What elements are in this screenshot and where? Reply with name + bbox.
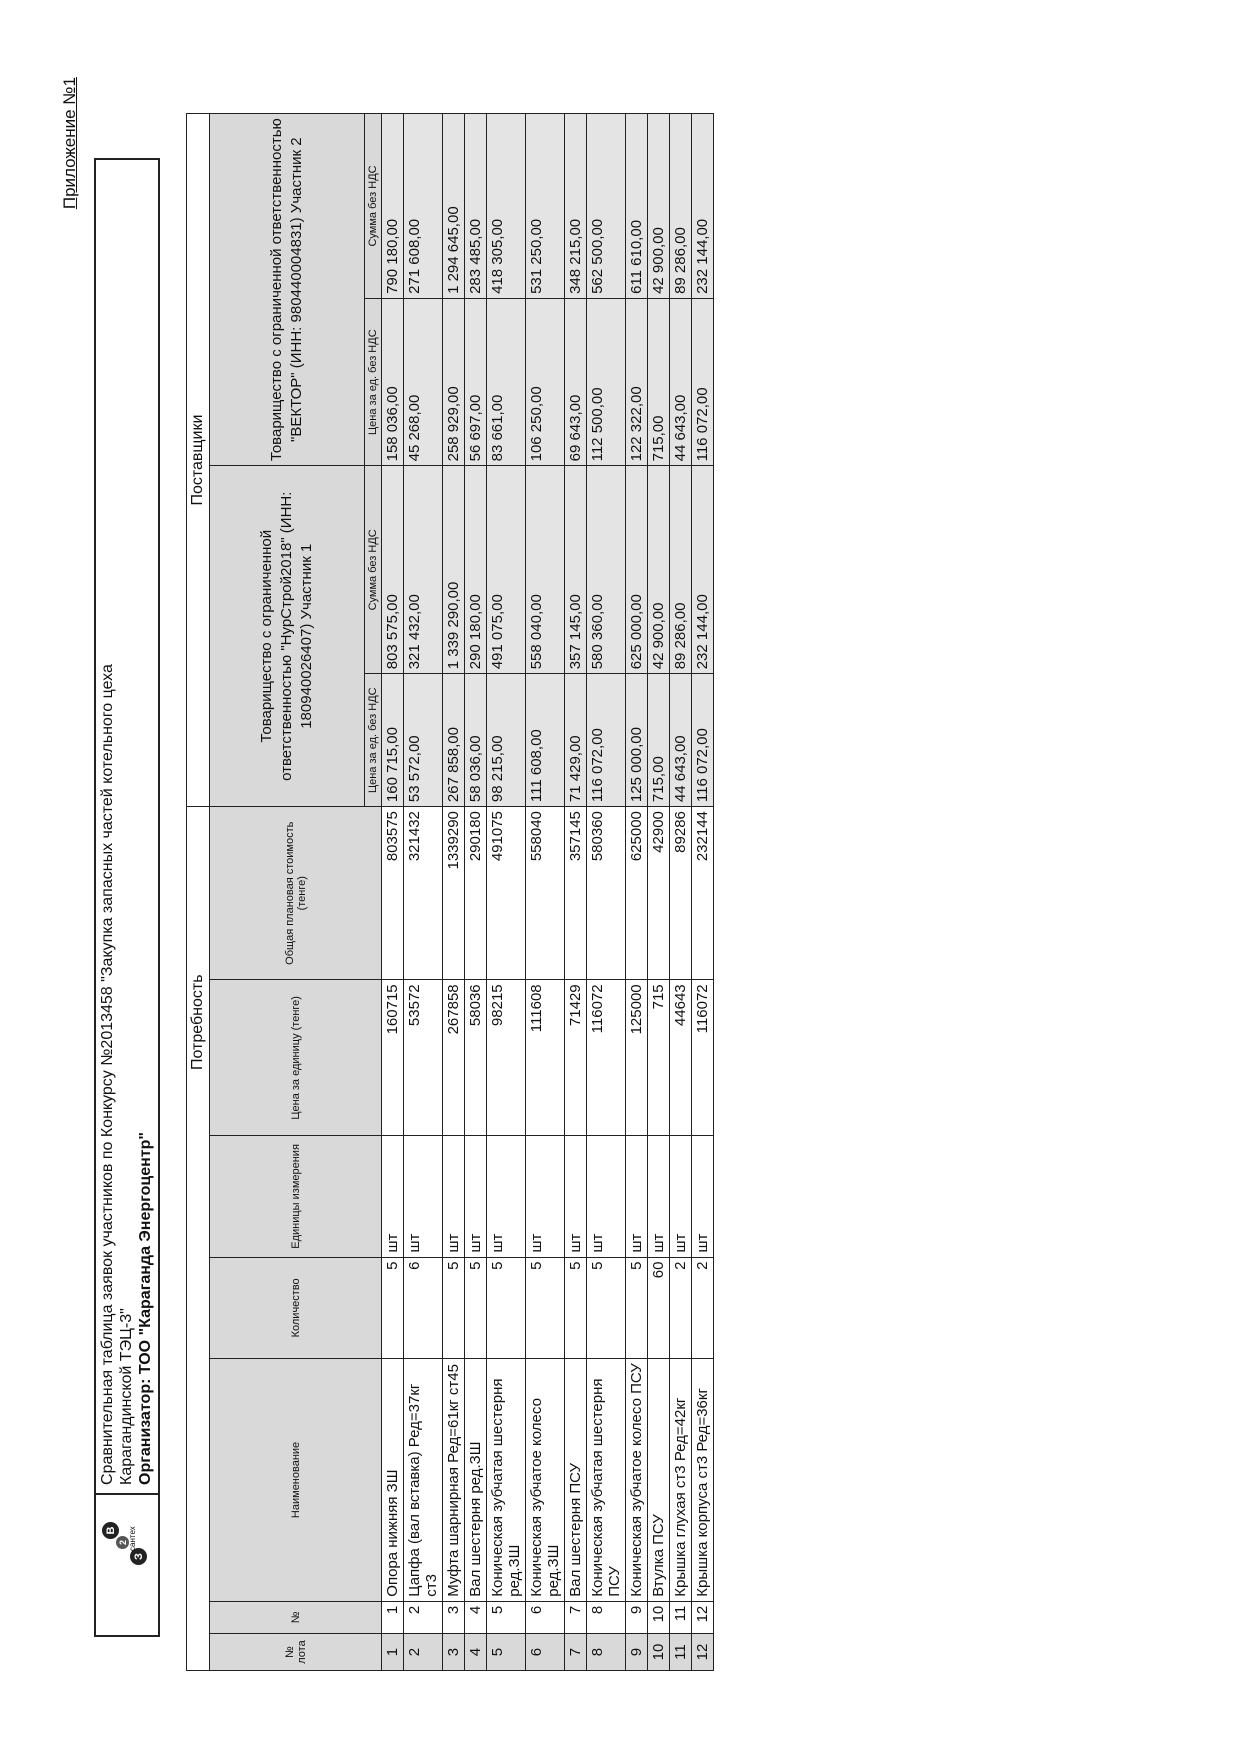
supplier-1-unit-price: 116 072,00 xyxy=(692,674,714,807)
s1-sum-header: Сумма без НДС xyxy=(365,466,382,674)
planned-total: 491075 xyxy=(487,807,526,980)
col-name-header: Наименование xyxy=(210,1359,382,1602)
logo-circle-v: В xyxy=(102,1522,119,1539)
company-logo xyxy=(96,1493,158,1635)
s1-unit-price-header: Цена за ед. без НДС xyxy=(365,674,382,807)
supplier-1-sum: 357 145,00 xyxy=(565,466,587,674)
supplier-2-unit-price: 45 268,00 xyxy=(404,298,443,465)
unit-price: 125000 xyxy=(626,980,648,1136)
document-page xyxy=(60,77,1180,1677)
document-title xyxy=(96,656,158,1493)
quantity: 5 xyxy=(626,1257,648,1359)
unit-price: 116072 xyxy=(587,980,626,1136)
row-number: 1 xyxy=(382,1601,404,1633)
planned-total: 580360 xyxy=(587,807,626,980)
supplier-1-sum: 321 432,00 xyxy=(404,466,443,674)
quantity: 5 xyxy=(526,1257,565,1359)
planned-total: 803575 xyxy=(382,807,404,980)
supplier-2-sum: 611 610,00 xyxy=(626,114,648,299)
col-no-header: № xyxy=(210,1601,382,1633)
supplier-1-sum: 491 075,00 xyxy=(487,466,526,674)
supplier-2-sum: 232 144,00 xyxy=(692,114,714,299)
quantity: 2 xyxy=(670,1257,692,1359)
quantity: 60 xyxy=(648,1257,670,1359)
supplier-1-sum: 232 144,00 xyxy=(692,466,714,674)
item-name: Коническая зубчатое колесо ред.ЗШ xyxy=(526,1359,565,1602)
quantity: 5 xyxy=(382,1257,404,1359)
logo-circle-2: 2 xyxy=(116,1536,129,1549)
table-row xyxy=(487,114,526,1671)
col-unit-header: Единицы измерения xyxy=(210,1136,382,1257)
lot-cell: 12 xyxy=(692,1634,714,1671)
supplier-1-sum: 42 900,00 xyxy=(648,466,670,674)
supplier-1-unit-price: 58 036,00 xyxy=(465,674,487,807)
organizer-line: Организатор: ТОО "Караганда Энергоцентр" xyxy=(137,1132,154,1485)
unit-price: 98215 xyxy=(487,980,526,1136)
table-row xyxy=(443,114,465,1671)
supplier-2-unit-price: 106 250,00 xyxy=(526,298,565,465)
supplier-2-unit-price: 122 322,00 xyxy=(626,298,648,465)
table-row xyxy=(465,114,487,1671)
supplier-2-unit-price: 258 929,00 xyxy=(443,298,465,465)
planned-total: 89286 xyxy=(670,807,692,980)
row-number: 11 xyxy=(670,1601,692,1633)
lot-cell: 5 xyxy=(487,1634,526,1671)
item-name: Вал шестерня ПСУ xyxy=(565,1359,587,1602)
supplier-1-unit-price: 98 215,00 xyxy=(487,674,526,807)
planned-total: 1339290 xyxy=(443,807,465,980)
planned-total: 290180 xyxy=(465,807,487,980)
supplier-1-unit-price: 267 858,00 xyxy=(443,674,465,807)
unit-price: 160715 xyxy=(382,980,404,1136)
comparison-table xyxy=(186,113,714,1671)
item-name: Цапфа (вал вставка) Ред=37кг ст3 xyxy=(404,1359,443,1602)
supplier-1-sum: 89 286,00 xyxy=(670,466,692,674)
supplier-1-unit-price: 116 072,00 xyxy=(587,674,626,807)
unit-of-measure: шт xyxy=(587,1136,626,1257)
unit-price: 116072 xyxy=(692,980,714,1136)
unit-of-measure: шт xyxy=(382,1136,404,1257)
item-name: Втулка ПСУ xyxy=(648,1359,670,1602)
table-row xyxy=(692,114,714,1671)
supplier-2-unit-price: 116 072,00 xyxy=(692,298,714,465)
supplier-1-unit-price: 125 000,00 xyxy=(626,674,648,807)
supplier-2-sum: 562 500,00 xyxy=(587,114,626,299)
logo-caption: сантех xyxy=(128,1526,137,1551)
unit-price: 58036 xyxy=(465,980,487,1136)
supplier-1-unit-price: 71 429,00 xyxy=(565,674,587,807)
supplier-1-unit-price: 111 608,00 xyxy=(526,674,565,807)
document-header xyxy=(94,158,160,1637)
unit-of-measure: шт xyxy=(404,1136,443,1257)
unit-price: 53572 xyxy=(404,980,443,1136)
table-row xyxy=(648,114,670,1671)
unit-of-measure: шт xyxy=(626,1136,648,1257)
supplier-2-sum: 271 608,00 xyxy=(404,114,443,299)
supplier-1-unit-price: 715,00 xyxy=(648,674,670,807)
supplier-2-unit-price: 44 643,00 xyxy=(670,298,692,465)
col-lot-header: № лота xyxy=(210,1634,382,1671)
group-need-header: Потребность xyxy=(187,807,210,1671)
lot-cell: 7 xyxy=(565,1634,587,1671)
item-name: Опора нижняя ЗШ xyxy=(382,1359,404,1602)
supplier-2-sum: 89 286,00 xyxy=(670,114,692,299)
table-row xyxy=(526,114,565,1671)
lot-cell: 3 xyxy=(443,1634,465,1671)
quantity: 5 xyxy=(565,1257,587,1359)
row-number: 5 xyxy=(487,1601,526,1633)
unit-of-measure: шт xyxy=(565,1136,587,1257)
supplier-1-sum: 558 040,00 xyxy=(526,466,565,674)
supplier-1-sum: 803 575,00 xyxy=(382,466,404,674)
supplier-1-sum: 290 180,00 xyxy=(465,466,487,674)
group-suppliers-header: Поставщики xyxy=(187,114,210,807)
supplier-2-sum: 348 215,00 xyxy=(565,114,587,299)
lot-cell: 8 xyxy=(587,1634,626,1671)
quantity: 5 xyxy=(487,1257,526,1359)
supplier-2-unit-price: 69 643,00 xyxy=(565,298,587,465)
unit-price: 111608 xyxy=(526,980,565,1136)
supplier-2-unit-price: 83 661,00 xyxy=(487,298,526,465)
unit-of-measure: шт xyxy=(465,1136,487,1257)
planned-total: 232144 xyxy=(692,807,714,980)
unit-price: 267858 xyxy=(443,980,465,1136)
col-qty-header: Количество xyxy=(210,1257,382,1359)
quantity: 6 xyxy=(404,1257,443,1359)
lot-cell: 4 xyxy=(465,1634,487,1671)
supplier-1-sum: 625 000,00 xyxy=(626,466,648,674)
supplier-2-sum: 283 485,00 xyxy=(465,114,487,299)
quantity: 5 xyxy=(465,1257,487,1359)
lot-cell: 10 xyxy=(648,1634,670,1671)
col-total-header: Общая плановая стоимость (тенге) xyxy=(210,807,382,980)
supplier-1-sum: 1 339 290,00 xyxy=(443,466,465,674)
unit-of-measure: шт xyxy=(692,1136,714,1257)
planned-total: 357145 xyxy=(565,807,587,980)
supplier-2-header: Товарищество с ограниченной ответственностью "ВЕКТОР" (ИНН: 980440004831) Участник 2 xyxy=(210,114,365,466)
supplier-1-unit-price: 53 572,00 xyxy=(404,674,443,807)
unit-of-measure: шт xyxy=(487,1136,526,1257)
unit-of-measure: шт xyxy=(443,1136,465,1257)
s2-sum-header: Сумма без НДС xyxy=(365,114,382,299)
supplier-2-unit-price: 158 036,00 xyxy=(382,298,404,465)
lot-cell: 6 xyxy=(526,1634,565,1671)
planned-total: 558040 xyxy=(526,807,565,980)
supplier-2-unit-price: 56 697,00 xyxy=(465,298,487,465)
item-name: Вал шестерня ред.ЗШ xyxy=(465,1359,487,1602)
table-row xyxy=(404,114,443,1671)
row-number: 12 xyxy=(692,1601,714,1633)
table-row xyxy=(382,114,404,1671)
unit-of-measure: шт xyxy=(648,1136,670,1257)
row-number: 8 xyxy=(587,1601,626,1633)
s2-unit-price-header: Цена за ед. без НДС xyxy=(365,298,382,465)
supplier-2-sum: 42 900,00 xyxy=(648,114,670,299)
unit-of-measure: шт xyxy=(670,1136,692,1257)
appendix-label: Приложение №1 xyxy=(60,77,79,210)
lot-cell: 2 xyxy=(404,1634,443,1671)
lot-cell: 11 xyxy=(670,1634,692,1671)
supplier-1-unit-price: 160 715,00 xyxy=(382,674,404,807)
row-number: 10 xyxy=(648,1601,670,1633)
unit-price: 44643 xyxy=(670,980,692,1136)
unit-of-measure: шт xyxy=(526,1136,565,1257)
lot-cell: 1 xyxy=(382,1634,404,1671)
supplier-2-sum: 531 250,00 xyxy=(526,114,565,299)
lot-cell: 9 xyxy=(626,1634,648,1671)
item-name: Коническая зубчатая шестерня ред.ЗШ xyxy=(487,1359,526,1602)
item-name: Коническая зубчатое колесо ПСУ xyxy=(626,1359,648,1602)
planned-total: 42900 xyxy=(648,807,670,980)
supplier-1-sum: 580 360,00 xyxy=(587,466,626,674)
item-name: Крышка корпуса ст3 Ред=36кг xyxy=(692,1359,714,1602)
table-row xyxy=(626,114,648,1671)
item-name: Муфта шарнирная Ред=61кг ст45 xyxy=(443,1359,465,1602)
unit-price: 715 xyxy=(648,980,670,1136)
table-row xyxy=(587,114,626,1671)
item-name: Крышка глухая ст3 Ред=42кг xyxy=(670,1359,692,1602)
row-number: 9 xyxy=(626,1601,648,1633)
row-number: 4 xyxy=(465,1601,487,1633)
row-number: 6 xyxy=(526,1601,565,1633)
row-number: 3 xyxy=(443,1601,465,1633)
supplier-2-sum: 790 180,00 xyxy=(382,114,404,299)
supplier-1-unit-price: 44 643,00 xyxy=(670,674,692,807)
col-price-header: Цена за единицу (тенге) xyxy=(210,980,382,1136)
supplier-1-header: Товарищество с ограниченной ответственностью "НурСтрой2018" (ИНН: 180940026407) Участник 1 xyxy=(210,466,365,807)
supplier-2-unit-price: 112 500,00 xyxy=(587,298,626,465)
table-row xyxy=(565,114,587,1671)
title-line-2: Карагандинской ТЭЦ-3" xyxy=(118,1308,135,1485)
quantity: 5 xyxy=(443,1257,465,1359)
quantity: 5 xyxy=(587,1257,626,1359)
item-name: Коническая зубчатая шестерня ПСУ xyxy=(587,1359,626,1602)
title-line-1: Сравнительная таблица заявок участников по Конкурсу №2013458 "Закупка запасных частей котельного цеха xyxy=(99,664,116,1485)
planned-total: 321432 xyxy=(404,807,443,980)
planned-total: 625000 xyxy=(626,807,648,980)
logo-circle-z: З xyxy=(130,1548,147,1565)
supplier-2-unit-price: 715,00 xyxy=(648,298,670,465)
supplier-2-sum: 418 305,00 xyxy=(487,114,526,299)
row-number: 2 xyxy=(404,1601,443,1633)
unit-price: 71429 xyxy=(565,980,587,1136)
supplier-2-sum: 1 294 645,00 xyxy=(443,114,465,299)
quantity: 2 xyxy=(692,1257,714,1359)
table-row xyxy=(670,114,692,1671)
row-number: 7 xyxy=(565,1601,587,1633)
